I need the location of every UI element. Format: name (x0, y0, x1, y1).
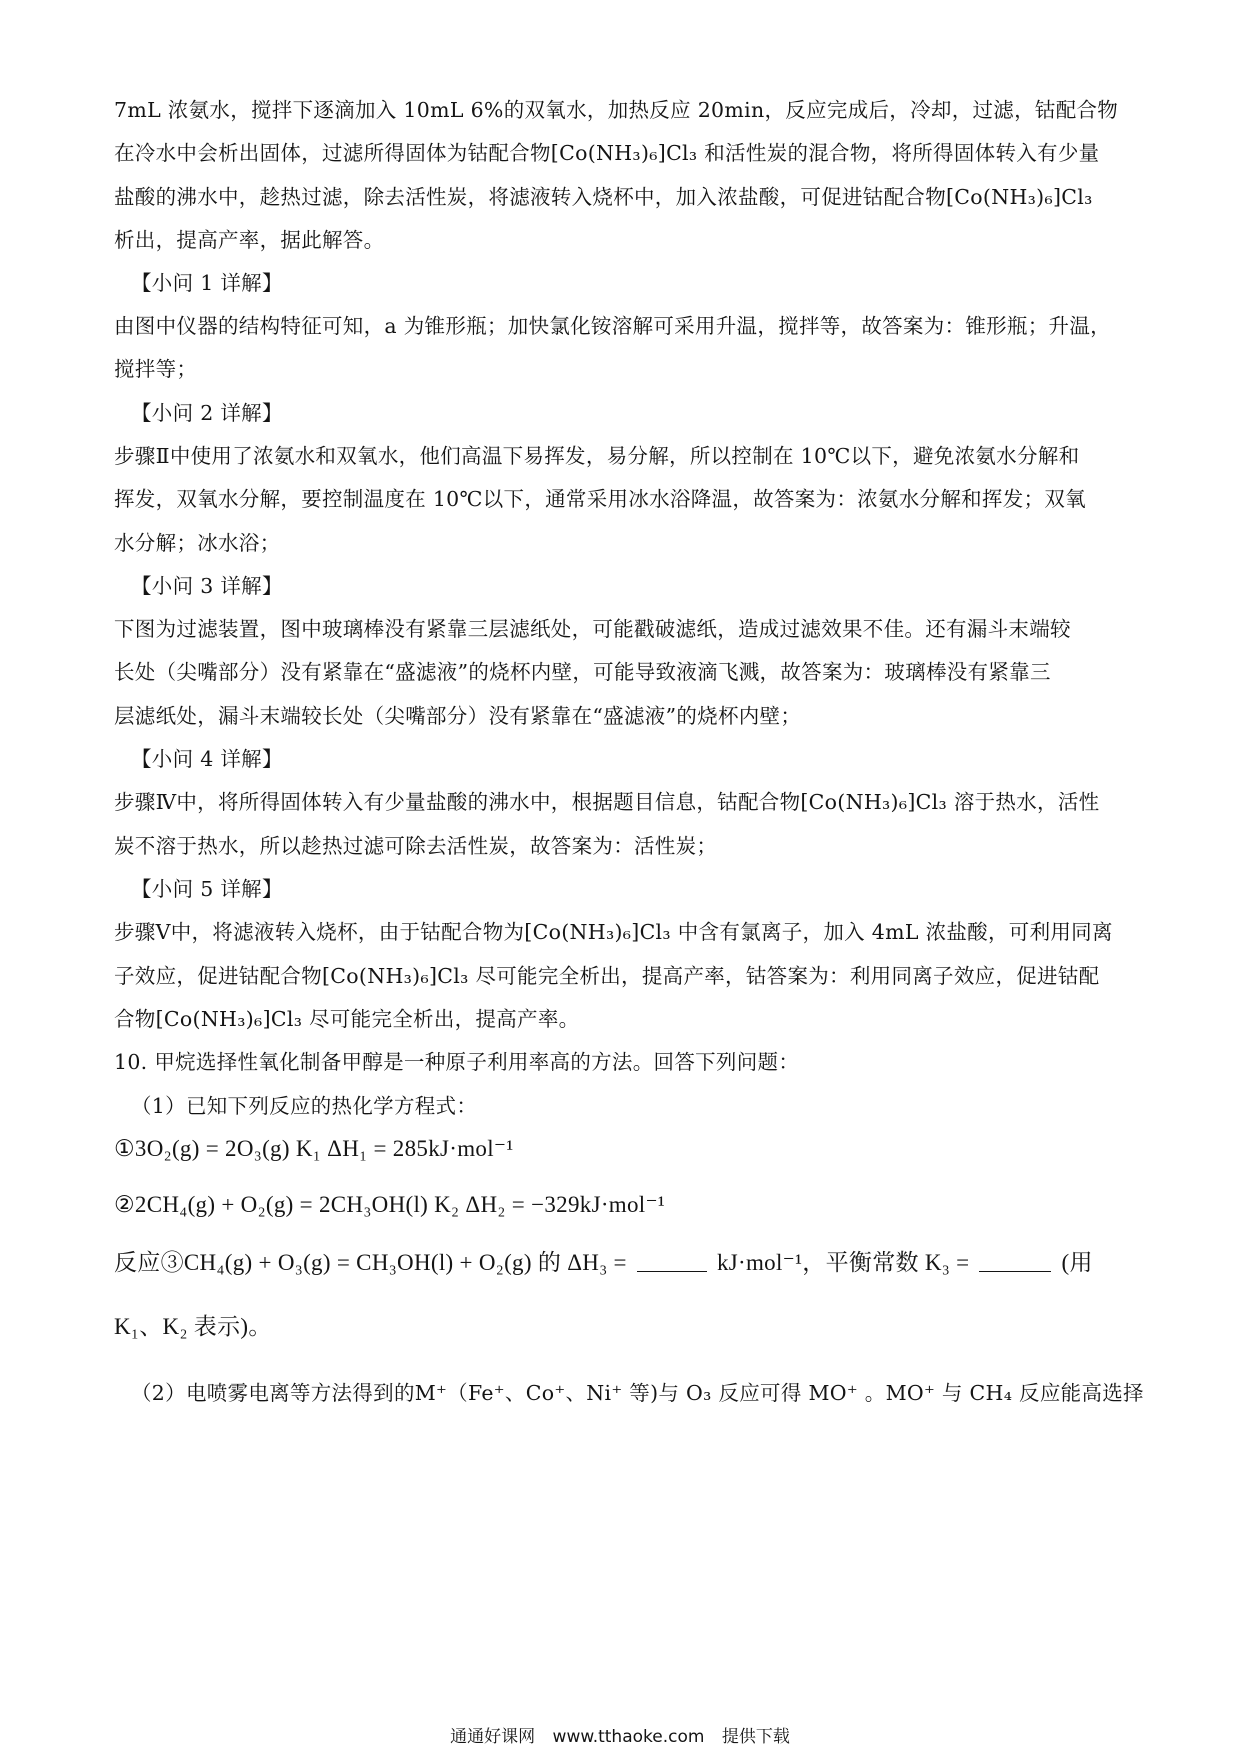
text-line-1: 7mL 浓氨水，搅拌下逐滴加入 10mL 6%的双氧水，加热反应 20min，反应完成后，冷却，过滤，钴配合物 (114, 98, 1119, 122)
text-line-q5-2: 子效应，促进钴配合物[Co(NH₃)₆]Cl₃ 尽可能完全析出，提高产率，钴答案为：利用同离子效应，促进钴配 (114, 964, 1100, 988)
section-header-q5: 【小问 5 详解】 (131, 877, 283, 901)
equation-3-suffix: (用 (1061, 1250, 1093, 1275)
question-10-part1: （1）已知下列反应的热化学方程式： (131, 1094, 478, 1118)
text-line-q5-3: 合物[Co(NH₃)₆]Cl₃ 尽可能完全析出，提高产率。 (114, 1007, 580, 1031)
section-header-q4: 【小问 4 详解】 (131, 747, 283, 771)
page-footer (0, 1722, 1240, 1747)
text-line-q2-1: 步骤Ⅱ中使用了浓氨水和双氧水，他们高温下易挥发，易分解，所以控制在 10℃以下，避免浓氨水分解和 (114, 444, 1080, 468)
text-line-q3-1: 下图为过滤装置，图中玻璃棒没有紧靠三层滤纸处，可能戳破滤纸，造成过滤效果不佳。还有漏斗末端较 (114, 617, 1071, 641)
equation-3-continued: K₁、K₂ 表示)。 (114, 1314, 272, 1339)
question-10-part2: （2）电喷雾电离等方法得到的M⁺（Fe⁺、Co⁺、Ni⁺ 等)与 O₃ 反应可得 MO⁺ 。MO⁺ 与 CH₄ 反应能高选择 (131, 1381, 1144, 1405)
text-line-q3-3: 层滤纸处，漏斗末端较长处（尖嘴部分）没有紧靠在“盛滤液”的烧杯内壁； (114, 704, 802, 728)
question-10-stem: 10. 甲烷选择性氧化制备甲醇是一种原子利用率高的方法。回答下列问题： (114, 1050, 800, 1074)
text-line-q4-2: 炭不溶于热水，所以趁热过滤可除去活性炭，故答案为：活性炭； (114, 834, 718, 858)
equation-3-unit: kJ·mol⁻¹，平衡常数 K₃ = (716, 1250, 970, 1275)
section-header-q2: 【小问 2 详解】 (131, 401, 283, 425)
text-line-q2-2: 挥发，双氧水分解，要控制温度在 10℃以下，通常采用冰水浴降温，故答案为：浓氨水分解和挥发；双氧 (114, 487, 1086, 511)
answer-blank-dh3[interactable] (637, 1253, 707, 1272)
text-line-2: 在冷水中会析出固体，过滤所得固体为钴配合物[Co(NH₃)₆]Cl₃ 和活性炭的混合物，将所得固体转入有少量 (114, 141, 1100, 165)
equation-2: ②2CH₄(g) + O₂(g) = 2CH₃OH(l) K₂ ΔH₂ = −329kJ·mol⁻¹ (114, 1192, 666, 1217)
footer-url[interactable]: www.tthaoke.com (552, 1727, 705, 1747)
text-line-3: 盐酸的沸水中，趁热过滤，除去活性炭，将滤液转入烧杯中，加入浓盐酸，可促进钴配合物[Co(NH₃)₆]Cl₃ (114, 185, 1093, 209)
equation-3 (114, 1248, 1134, 1278)
text-line-q2-3: 水分解；冰水浴； (114, 531, 281, 555)
footer-note: 提供下载 (721, 1727, 790, 1747)
text-line-4: 析出，提高产率，据此解答。 (114, 228, 385, 252)
text-line-q5-1: 步骤Ⅴ中，将滤液转入烧杯，由于钴配合物为[Co(NH₃)₆]Cl₃ 中含有氯离子，加入 4mL 浓盐酸，可利用同离 (114, 920, 1113, 944)
text-line-q3-2: 长处（尖嘴部分）没有紧靠在“盛滤液”的烧杯内壁，可能导致液滴飞溅，故答案为：玻璃棒没有紧靠三 (114, 660, 1051, 684)
equation-1: ①3O₂(g) = 2O₃(g) K₁ ΔH₁ = 285kJ·mol⁻¹ (114, 1136, 514, 1161)
text-line-q1-1: 由图中仪器的结构特征可知，a 为锥形瓶；加快氯化铵溶解可采用升温，搅拌等，故答案为：锥形瓶；升温， (114, 314, 1111, 338)
text-line-q1-2: 搅拌等； (114, 357, 198, 381)
footer-site-name: 通通好课网 (450, 1727, 536, 1747)
section-header-q1: 【小问 1 详解】 (131, 271, 283, 295)
equation-3-prefix: 反应③CH₄(g) + O₃(g) = CH₃OH(l) + O₂(g) 的 ΔH₃ = (114, 1250, 627, 1275)
section-header-q3: 【小问 3 详解】 (131, 574, 283, 598)
text-line-q4-1: 步骤Ⅳ中，将所得固体转入有少量盐酸的沸水中，根据题目信息，钴配合物[Co(NH₃)₆]Cl₃ 溶于热水，活性 (114, 790, 1100, 814)
answer-blank-k3[interactable] (979, 1253, 1051, 1272)
